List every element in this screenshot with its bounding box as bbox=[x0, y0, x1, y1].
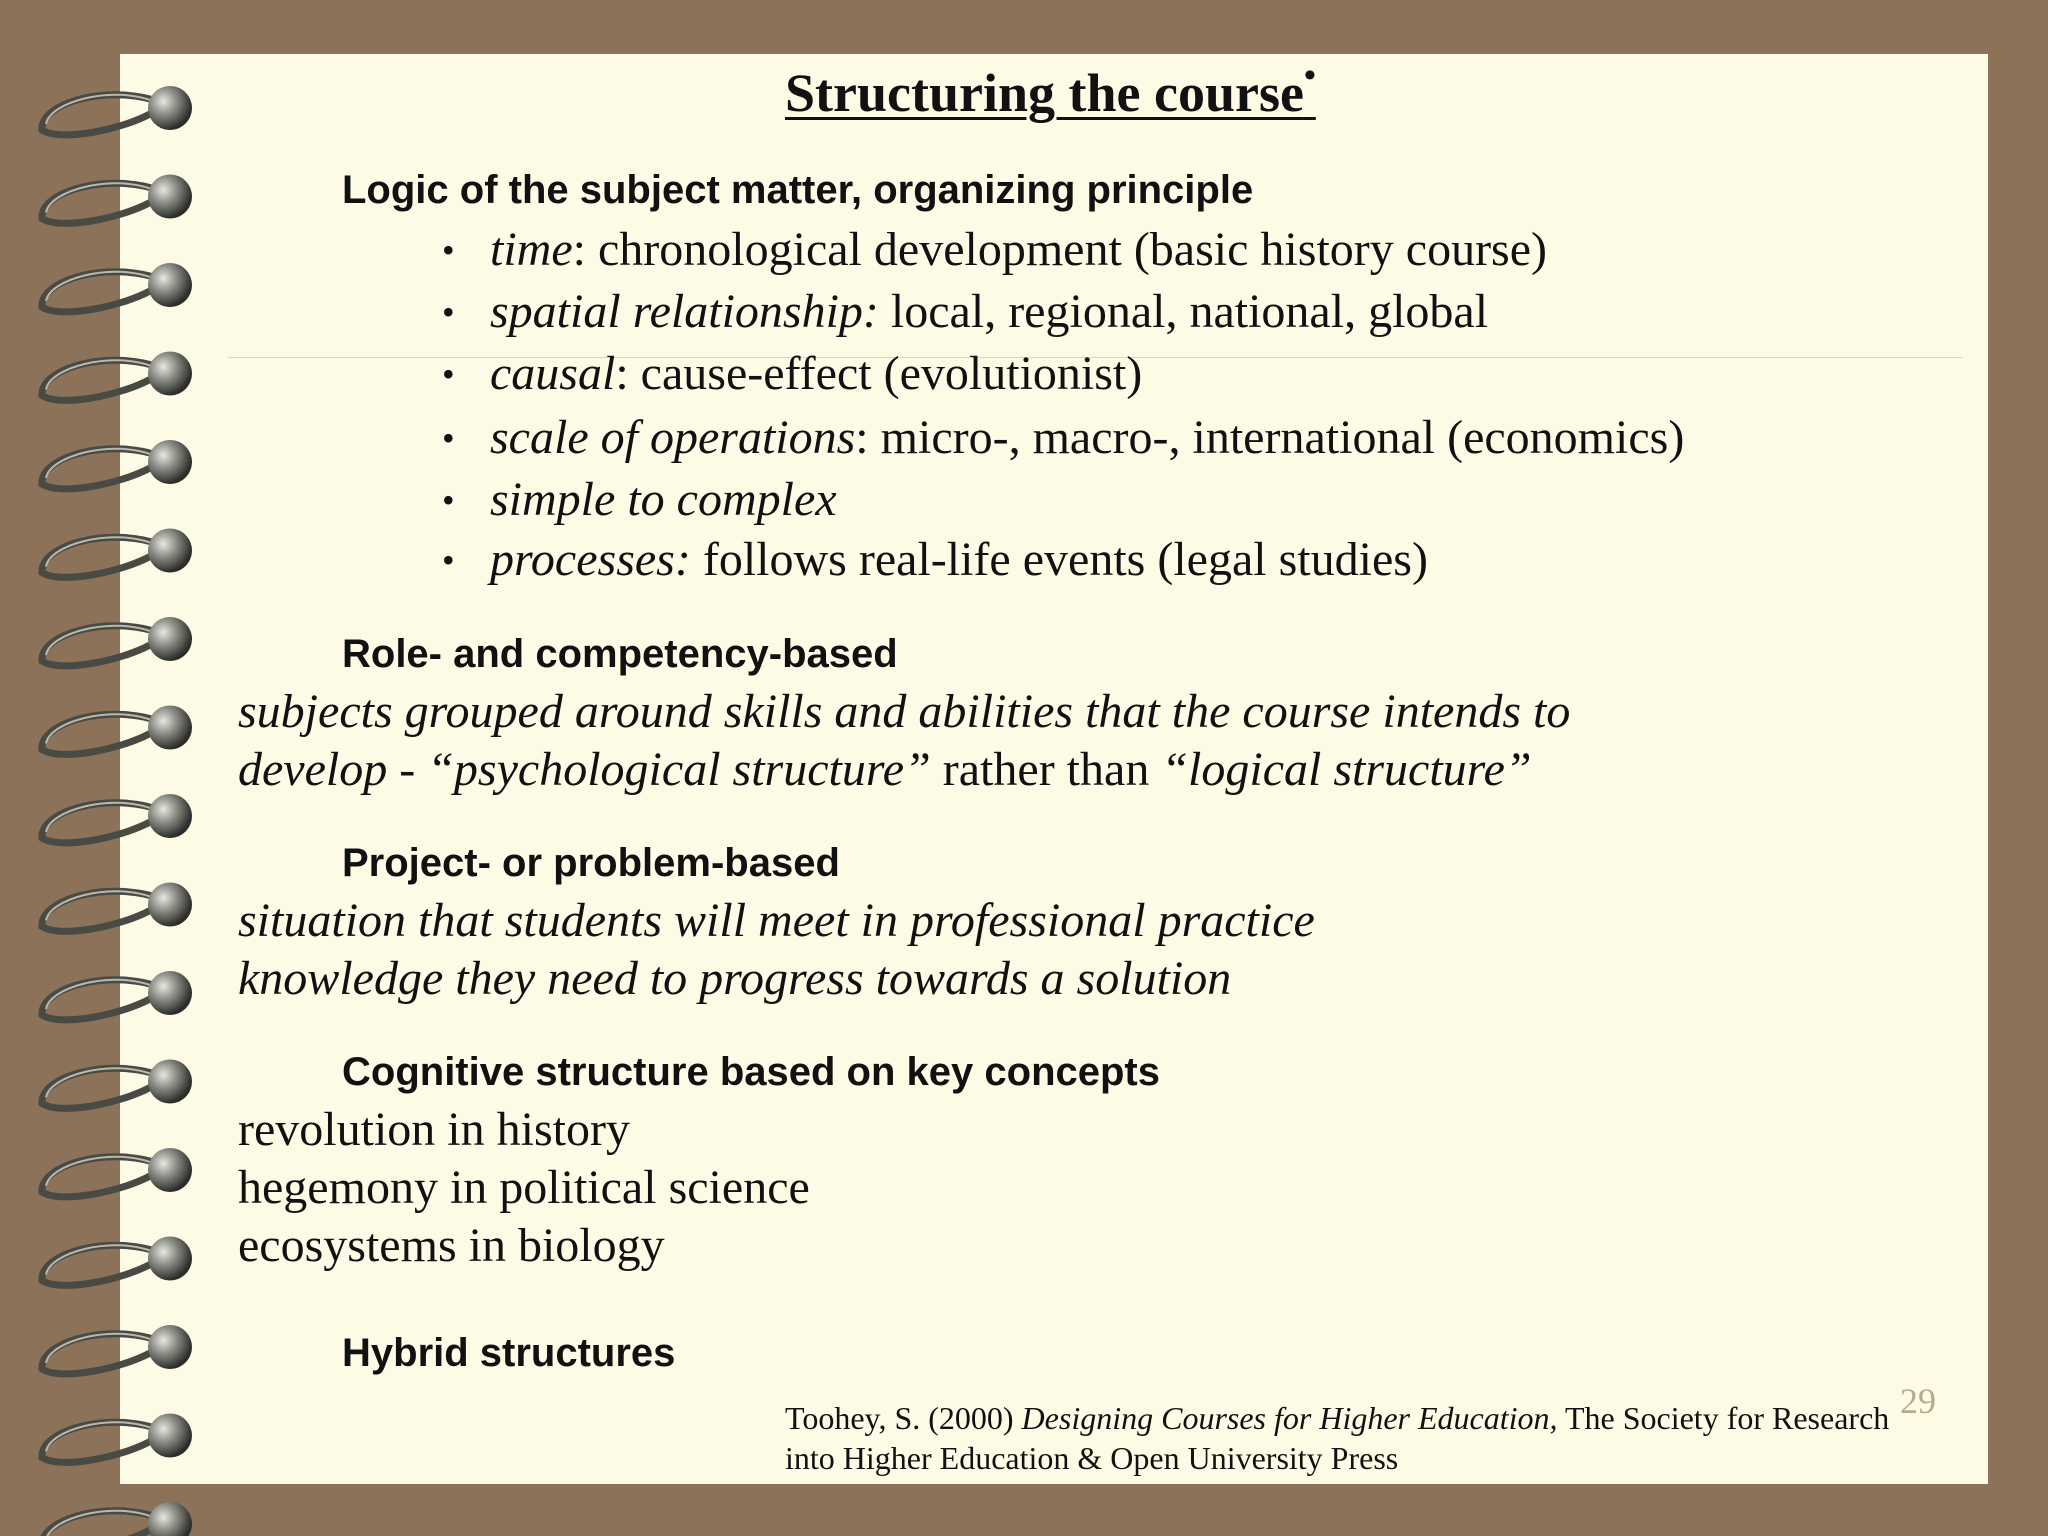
bullet-dot-icon: • bbox=[442, 539, 455, 580]
logic-bullet-item bbox=[442, 472, 837, 527]
role-line-1: subjects grouped around skills and abilities that the course intends to bbox=[238, 685, 1571, 738]
spiral-wire bbox=[42, 537, 160, 577]
citation-line-2: into Higher Education & Open University Press bbox=[785, 1440, 1399, 1476]
heading-role: Role- and competency-based bbox=[342, 632, 898, 676]
bullet-dot-icon: • bbox=[442, 417, 455, 458]
spiral-wire bbox=[42, 891, 160, 931]
bullet-separator: : bbox=[572, 223, 586, 276]
page-number: 29 bbox=[1900, 1381, 1936, 1421]
role-line-2 bbox=[238, 742, 1532, 797]
binding-hole-ring bbox=[148, 1060, 192, 1104]
citation-title: Designing Courses for Higher Education, bbox=[1021, 1400, 1558, 1436]
heading-project: Project- or problem-based bbox=[342, 841, 840, 885]
heading-cognitive: Cognitive structure based on key concepts bbox=[342, 1050, 1160, 1094]
spiral-wire bbox=[42, 360, 160, 400]
binding-hole-ring bbox=[148, 86, 192, 130]
bullet-term: causal bbox=[490, 347, 616, 400]
spiral-wire bbox=[42, 95, 160, 135]
binding-hole-ring bbox=[148, 617, 192, 661]
logic-bullet-item bbox=[442, 284, 1488, 339]
bullet-term: time bbox=[490, 223, 573, 276]
spiral-wire bbox=[42, 1245, 160, 1285]
cognitive-line-2: hegemony in political science bbox=[238, 1161, 810, 1214]
binding-hole-ring bbox=[148, 1148, 192, 1192]
cognitive-line-1: revolution in history bbox=[238, 1103, 630, 1156]
role-rather-than: rather than bbox=[930, 743, 1162, 796]
project-line-1: situation that students will meet in professional practice bbox=[238, 894, 1315, 947]
spiral-wire bbox=[42, 1157, 160, 1197]
citation-author: Toohey, S. (2000) bbox=[785, 1400, 1022, 1436]
logic-bullet-item bbox=[442, 222, 1547, 277]
logic-bullet-item bbox=[442, 532, 1428, 587]
role-psychological: develop - “psychological structure” bbox=[238, 743, 931, 796]
bullet-term: processes: bbox=[490, 533, 691, 586]
binding-hole-ring bbox=[148, 794, 192, 838]
slide-title bbox=[785, 57, 1316, 124]
binding-hole-ring bbox=[148, 529, 192, 573]
binding-hole-ring bbox=[148, 1237, 192, 1281]
heading-hybrid: Hybrid structures bbox=[342, 1331, 676, 1375]
title-text: Structuring the course bbox=[785, 63, 1304, 123]
bullet-term: simple to complex bbox=[490, 473, 837, 526]
bullet-dot-icon: • bbox=[442, 229, 455, 270]
spiral-wire bbox=[42, 1068, 160, 1108]
citation-line-1 bbox=[785, 1400, 1889, 1437]
spiral-wire bbox=[42, 449, 160, 489]
bullet-dot-icon: • bbox=[442, 479, 455, 520]
spiral-wire bbox=[42, 183, 160, 223]
bullet-dot-icon: • bbox=[442, 353, 455, 394]
binding-hole-ring bbox=[148, 971, 192, 1015]
heading-logic: Logic of the subject matter, organizing principle bbox=[342, 168, 1254, 212]
bullet-description: local, regional, national, global bbox=[878, 285, 1489, 338]
citation-publisher: The Society for Research bbox=[1557, 1400, 1890, 1436]
binding-hole-ring bbox=[148, 1325, 192, 1369]
spiral-wire bbox=[42, 626, 160, 666]
bullet-description: chronological development (basic history course) bbox=[585, 223, 1548, 276]
bullet-description: micro-, macro-, international (economics) bbox=[868, 411, 1685, 464]
bullet-dot-icon: • bbox=[442, 291, 455, 332]
binding-hole-ring bbox=[148, 883, 192, 927]
binding-hole-ring bbox=[148, 706, 192, 750]
bullet-separator: : bbox=[855, 411, 869, 464]
title-bullet-mark: • bbox=[1303, 57, 1316, 94]
bullet-term: spatial relationship: bbox=[490, 285, 879, 338]
cognitive-line-3: ecosystems in biology bbox=[238, 1219, 665, 1272]
role-logical: “logical structure” bbox=[1161, 743, 1532, 796]
bullet-separator: : bbox=[615, 347, 629, 400]
project-line-2: knowledge they need to progress towards a solution bbox=[238, 952, 1232, 1005]
spiral-wire bbox=[42, 803, 160, 843]
spiral-wire bbox=[42, 714, 160, 754]
binding-hole-ring bbox=[148, 440, 192, 484]
binding-hole-ring bbox=[148, 263, 192, 307]
spiral-wire bbox=[42, 272, 160, 312]
bullet-term: scale of operations bbox=[490, 411, 856, 464]
spiral-wire bbox=[42, 1334, 160, 1374]
binding-hole-ring bbox=[148, 175, 192, 219]
binding-hole-ring bbox=[148, 352, 192, 396]
logic-bullet-item bbox=[442, 346, 1142, 401]
binding-hole-ring bbox=[148, 1502, 192, 1536]
spiral-binding bbox=[0, 0, 230, 1536]
spiral-wire bbox=[42, 1422, 160, 1462]
logic-bullet-item bbox=[442, 410, 1684, 465]
spiral-wire bbox=[42, 980, 160, 1020]
binding-hole-ring bbox=[148, 1414, 192, 1458]
bullet-description: cause-effect (evolutionist) bbox=[628, 347, 1143, 400]
bullet-description: follows real-life events (legal studies) bbox=[690, 533, 1428, 586]
